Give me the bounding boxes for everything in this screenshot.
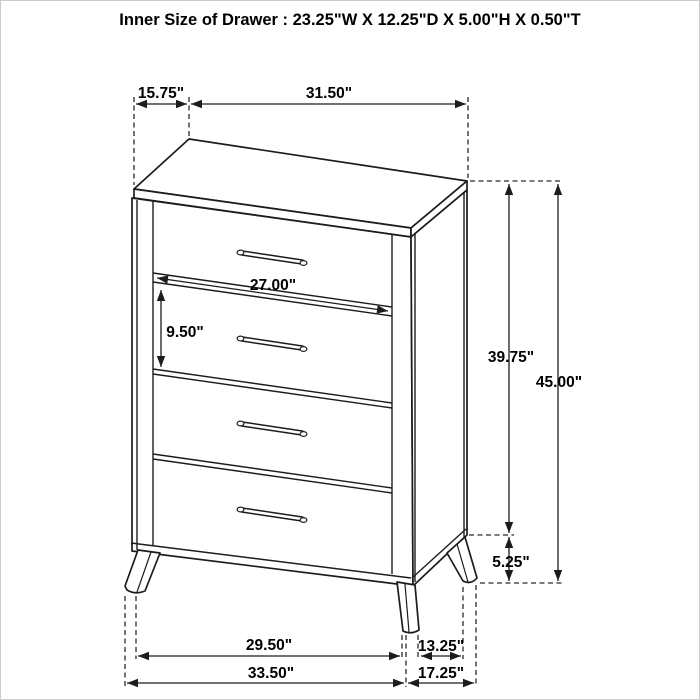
dim-label-drawer-height: 9.50"	[166, 324, 204, 341]
dim-label-front-leg-span: 29.50"	[245, 637, 293, 654]
dim-label-leg-height: 5.25"	[492, 554, 530, 571]
dim-label-overall-width: 33.50"	[247, 665, 295, 682]
dim-label-top-width: 31.50"	[305, 85, 353, 102]
leg-front-left	[125, 550, 160, 593]
dim-label-top-setback: 15.75"	[137, 85, 185, 102]
dim-label-overall-height: 45.00"	[535, 374, 583, 391]
dim-label-drawer-width: 27.00"	[249, 277, 297, 294]
case-right-side	[411, 190, 467, 586]
chest-of-drawers-diagram-svg	[1, 1, 699, 699]
dim-label-overall-depth: 17.25"	[417, 665, 465, 682]
dim-label-case-height: 39.75"	[487, 349, 535, 366]
diagram-title: Inner Size of Drawer : 23.25"W X 12.25"D X 5.00"H X 0.50"T	[119, 11, 581, 29]
dim-label-side-leg-span: 13.25"	[417, 638, 465, 655]
chest-drawing	[125, 139, 477, 633]
